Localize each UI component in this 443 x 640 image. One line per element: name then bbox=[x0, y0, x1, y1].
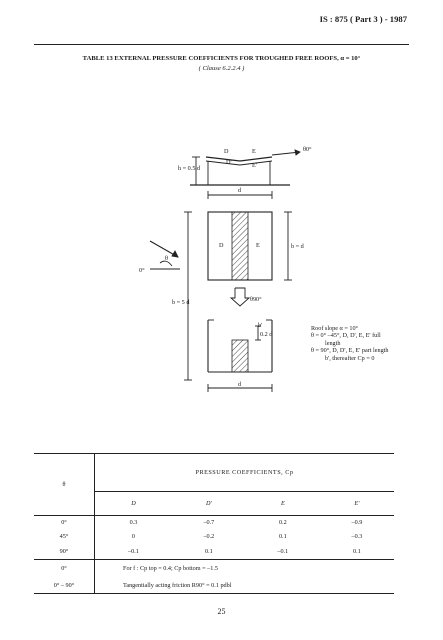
b-prime-value: 0.2 d bbox=[260, 331, 273, 338]
theta-header: θ bbox=[34, 454, 95, 516]
label-D-prime: D' bbox=[226, 159, 232, 166]
angle-label: θ0° bbox=[303, 146, 312, 153]
b-prime-label: b' bbox=[258, 322, 263, 329]
label-D: D bbox=[224, 148, 229, 155]
coefficients-header: PRESSURE COEFFICIENTS, Cp bbox=[95, 454, 395, 492]
valley-strip-hatch-lower bbox=[232, 340, 248, 372]
cell: 0.1 bbox=[278, 533, 287, 540]
table-row bbox=[34, 578, 394, 594]
cell: –0.3 bbox=[351, 533, 363, 540]
coefficient-table bbox=[34, 453, 394, 594]
row-theta: 45° bbox=[34, 530, 95, 544]
col-D: D bbox=[131, 500, 136, 507]
label-E-prime: E' bbox=[252, 162, 257, 169]
bay-length-label: b = d bbox=[291, 243, 304, 250]
cell: 0 bbox=[131, 533, 135, 540]
slope-note-line: θ = 90°, D, D', E, E' part length bbox=[311, 347, 389, 355]
bottom-width-label: d bbox=[238, 381, 242, 388]
label-E: E bbox=[252, 148, 256, 155]
cell: –0.7 bbox=[203, 519, 215, 527]
cell: –0.1 bbox=[128, 547, 139, 555]
valley-strip-hatch bbox=[232, 212, 248, 280]
cell: 0.1 bbox=[353, 547, 361, 555]
cell: 0.2 bbox=[278, 519, 287, 527]
height-label: h = 0.5 d bbox=[178, 165, 201, 172]
plan-label-E: E bbox=[256, 242, 260, 249]
table-clause: ( Clause 6.2.2.4 ) bbox=[198, 65, 245, 72]
col-D-prime: D' bbox=[205, 500, 212, 507]
note-theta: 0° bbox=[34, 560, 95, 578]
width-label: d bbox=[238, 187, 242, 194]
table-row bbox=[34, 530, 394, 544]
plan-label-D: D bbox=[219, 242, 224, 249]
table-row bbox=[34, 560, 394, 578]
note-theta: 0° – 90° bbox=[34, 578, 95, 594]
cell: 0.3 bbox=[129, 519, 138, 527]
cell: –0.9 bbox=[351, 519, 363, 527]
document-code: IS : 875 ( Part 3 ) - 1987 bbox=[319, 14, 407, 24]
row-theta: 0° bbox=[34, 516, 95, 530]
row-theta: 90° bbox=[34, 544, 95, 560]
theta90-label: θ90° bbox=[250, 296, 262, 303]
slope-note-line: b', thereafter Cp = 0 bbox=[325, 354, 375, 362]
zero-degree-label: 0° bbox=[139, 267, 145, 274]
col-E: E bbox=[280, 500, 285, 507]
cell: –0.2 bbox=[203, 533, 215, 540]
page-number: 25 bbox=[217, 607, 226, 616]
theta-label: θ bbox=[165, 255, 168, 262]
cell: –0.1 bbox=[277, 547, 289, 555]
cell: 0.1 bbox=[204, 547, 213, 555]
note-text: For f : Cp top = 0.4; Cp bottom = –1.5 bbox=[123, 565, 218, 573]
table-row bbox=[34, 544, 394, 560]
table-title: TABLE 13 EXTERNAL PRESSURE COEFFICIENTS FOR TROUGHED FREE ROOFS, α = 10° bbox=[82, 55, 361, 62]
table-row bbox=[34, 516, 394, 530]
roof-elevation bbox=[206, 157, 272, 161]
slope-note-line: length bbox=[325, 339, 341, 347]
total-length-label: b = 5 d bbox=[172, 299, 190, 306]
slope-note-line: Roof slope α = 10° bbox=[311, 325, 359, 332]
note-text: Tangentially acting friction R90° = 0.1 pdbl bbox=[123, 581, 232, 589]
col-E-prime: E' bbox=[354, 500, 360, 507]
slope-note bbox=[311, 325, 421, 362]
slope-note-line: θ = 0° –45°, D, D', E, E' full bbox=[311, 332, 381, 340]
